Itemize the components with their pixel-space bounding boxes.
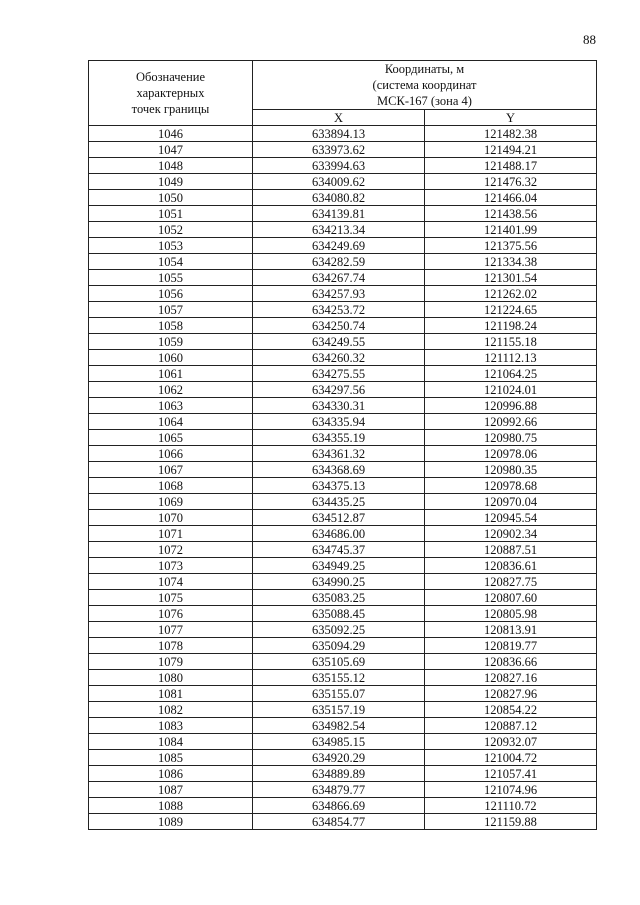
y-coordinate-cell: 120805.98 <box>425 606 597 622</box>
point-id-cell: 1088 <box>89 798 253 814</box>
point-label-line: Обозначение <box>135 70 206 84</box>
point-id-cell: 1054 <box>89 254 253 270</box>
point-id-cell: 1053 <box>89 238 253 254</box>
table-row <box>89 270 597 286</box>
table-row <box>89 462 597 478</box>
y-coordinate-cell: 121024.01 <box>425 382 597 398</box>
table-body <box>89 126 597 830</box>
table-row <box>89 638 597 654</box>
table-row <box>89 510 597 526</box>
x-coordinate-cell: 635088.45 <box>253 606 425 622</box>
table-row <box>89 318 597 334</box>
table-row <box>89 686 597 702</box>
table-row <box>89 542 597 558</box>
table-row <box>89 494 597 510</box>
point-id-cell: 1066 <box>89 446 253 462</box>
y-coordinate-cell: 120978.06 <box>425 446 597 462</box>
x-coordinate-cell: 634889.89 <box>253 766 425 782</box>
y-coordinate-cell: 120836.61 <box>425 558 597 574</box>
x-coordinate-cell: 634009.62 <box>253 174 425 190</box>
x-coordinate-cell: 633973.62 <box>253 142 425 158</box>
point-id-cell: 1065 <box>89 430 253 446</box>
point-id-cell: 1071 <box>89 526 253 542</box>
y-coordinate-cell: 121375.56 <box>425 238 597 254</box>
y-coordinate-cell: 121224.65 <box>425 302 597 318</box>
table-row <box>89 654 597 670</box>
table-row <box>89 238 597 254</box>
x-coordinate-cell: 635105.69 <box>253 654 425 670</box>
point-id-cell: 1059 <box>89 334 253 350</box>
table-row <box>89 142 597 158</box>
point-id-cell: 1052 <box>89 222 253 238</box>
coords-title-line: Координаты, м <box>384 62 465 76</box>
y-coordinate-cell: 121159.88 <box>425 814 597 830</box>
y-coordinate-cell: 120970.04 <box>425 494 597 510</box>
point-id-cell: 1089 <box>89 814 253 830</box>
x-coordinate-cell: 633894.13 <box>253 126 425 142</box>
y-coordinate-cell: 120945.54 <box>425 510 597 526</box>
x-coordinate-cell: 634267.74 <box>253 270 425 286</box>
x-coordinate-cell: 635155.07 <box>253 686 425 702</box>
x-coordinate-cell: 635092.25 <box>253 622 425 638</box>
y-coordinate-cell: 121488.17 <box>425 158 597 174</box>
x-coordinate-cell: 635083.25 <box>253 590 425 606</box>
x-coordinate-cell: 634879.77 <box>253 782 425 798</box>
table-row <box>89 366 597 382</box>
y-coordinate-cell: 121482.38 <box>425 126 597 142</box>
point-id-cell: 1061 <box>89 366 253 382</box>
y-coordinate-cell: 120887.12 <box>425 718 597 734</box>
point-label-line: точек границы <box>131 102 210 116</box>
table-row <box>89 446 597 462</box>
x-coordinate-cell: 635157.19 <box>253 702 425 718</box>
x-coordinate-cell: 634139.81 <box>253 206 425 222</box>
table-row <box>89 718 597 734</box>
y-coordinate-cell: 121301.54 <box>425 270 597 286</box>
y-coordinate-cell: 120854.22 <box>425 702 597 718</box>
y-coordinate-cell: 120836.66 <box>425 654 597 670</box>
x-coordinate-cell: 634512.87 <box>253 510 425 526</box>
table-row <box>89 398 597 414</box>
table-row <box>89 622 597 638</box>
coords-title-header <box>253 61 597 110</box>
table-row <box>89 206 597 222</box>
point-id-cell: 1055 <box>89 270 253 286</box>
table-header <box>89 61 597 126</box>
y-coordinate-cell: 121110.72 <box>425 798 597 814</box>
x-coordinate-cell: 634282.59 <box>253 254 425 270</box>
y-coordinate-cell: 121074.96 <box>425 782 597 798</box>
coords-title-line: (система координат <box>372 78 477 92</box>
table-row <box>89 814 597 830</box>
point-id-cell: 1087 <box>89 782 253 798</box>
page-number: 88 <box>583 32 596 47</box>
table-row <box>89 782 597 798</box>
x-coordinate-cell: 634250.74 <box>253 318 425 334</box>
point-id-cell: 1085 <box>89 750 253 766</box>
table-row <box>89 414 597 430</box>
x-coordinate-cell: 634854.77 <box>253 814 425 830</box>
y-coordinate-cell: 120978.68 <box>425 478 597 494</box>
table-row <box>89 222 597 238</box>
point-id-cell: 1068 <box>89 478 253 494</box>
y-coordinate-cell: 121198.24 <box>425 318 597 334</box>
point-id-cell: 1076 <box>89 606 253 622</box>
y-coordinate-cell: 120827.16 <box>425 670 597 686</box>
x-coordinate-cell: 634275.55 <box>253 366 425 382</box>
x-coordinate-cell: 634253.72 <box>253 302 425 318</box>
y-coordinate-cell: 121438.56 <box>425 206 597 222</box>
point-id-cell: 1086 <box>89 766 253 782</box>
table-row <box>89 606 597 622</box>
y-coordinate-cell: 120902.34 <box>425 526 597 542</box>
point-id-cell: 1070 <box>89 510 253 526</box>
y-coordinate-cell: 121494.21 <box>425 142 597 158</box>
x-coordinate-cell: 634260.32 <box>253 350 425 366</box>
point-id-cell: 1081 <box>89 686 253 702</box>
x-coordinate-cell: 634686.00 <box>253 526 425 542</box>
y-coordinate-cell: 120807.60 <box>425 590 597 606</box>
x-coordinate-cell: 634249.69 <box>253 238 425 254</box>
table-row <box>89 558 597 574</box>
point-id-cell: 1060 <box>89 350 253 366</box>
table-row <box>89 798 597 814</box>
table-row <box>89 302 597 318</box>
y-coordinate-cell: 121155.18 <box>425 334 597 350</box>
x-coordinate-cell: 634213.34 <box>253 222 425 238</box>
x-coordinate-cell: 634257.93 <box>253 286 425 302</box>
table-row <box>89 174 597 190</box>
point-id-cell: 1064 <box>89 414 253 430</box>
x-coordinate-cell: 634985.15 <box>253 734 425 750</box>
y-coordinate-cell: 120827.75 <box>425 574 597 590</box>
point-id-cell: 1072 <box>89 542 253 558</box>
table-row <box>89 526 597 542</box>
point-id-cell: 1079 <box>89 654 253 670</box>
x-coordinate-cell: 634375.13 <box>253 478 425 494</box>
y-coordinate-cell: 121262.02 <box>425 286 597 302</box>
point-id-cell: 1083 <box>89 718 253 734</box>
y-coordinate-cell: 120980.35 <box>425 462 597 478</box>
table-row <box>89 734 597 750</box>
point-id-cell: 1056 <box>89 286 253 302</box>
point-id-cell: 1051 <box>89 206 253 222</box>
point-id-cell: 1046 <box>89 126 253 142</box>
point-id-cell: 1077 <box>89 622 253 638</box>
table-row <box>89 670 597 686</box>
point-id-cell: 1058 <box>89 318 253 334</box>
table-row <box>89 382 597 398</box>
point-id-cell: 1073 <box>89 558 253 574</box>
table-row <box>89 158 597 174</box>
x-coordinate-cell: 634368.69 <box>253 462 425 478</box>
x-coordinate-cell: 634330.31 <box>253 398 425 414</box>
table-row <box>89 334 597 350</box>
x-coordinate-cell: 634920.29 <box>253 750 425 766</box>
point-id-cell: 1078 <box>89 638 253 654</box>
coordinates-table <box>88 60 597 830</box>
table-row <box>89 702 597 718</box>
x-coordinate-cell: 633994.63 <box>253 158 425 174</box>
x-coordinate-cell: 634435.25 <box>253 494 425 510</box>
point-id-cell: 1067 <box>89 462 253 478</box>
x-coordinate-cell: 635094.29 <box>253 638 425 654</box>
table-row <box>89 350 597 366</box>
table-row <box>89 750 597 766</box>
point-id-cell: 1069 <box>89 494 253 510</box>
point-id-cell: 1074 <box>89 574 253 590</box>
x-coordinate-cell: 634982.54 <box>253 718 425 734</box>
table-row <box>89 590 597 606</box>
point-id-cell: 1049 <box>89 174 253 190</box>
y-coordinate-cell: 121004.72 <box>425 750 597 766</box>
table-row <box>89 254 597 270</box>
point-id-cell: 1075 <box>89 590 253 606</box>
x-coordinate-cell: 634297.56 <box>253 382 425 398</box>
point-id-cell: 1080 <box>89 670 253 686</box>
x-coordinate-cell: 634949.25 <box>253 558 425 574</box>
point-id-cell: 1063 <box>89 398 253 414</box>
table-row <box>89 286 597 302</box>
table-row <box>89 766 597 782</box>
coords-title-line: МСК-167 (зона 4) <box>377 94 472 108</box>
x-coordinate-cell: 634990.25 <box>253 574 425 590</box>
y-coordinate-cell: 120932.07 <box>425 734 597 750</box>
x-coordinate-cell: 634745.37 <box>253 542 425 558</box>
x-coordinate-cell: 634361.32 <box>253 446 425 462</box>
point-id-cell: 1057 <box>89 302 253 318</box>
x-coordinate-cell: 634080.82 <box>253 190 425 206</box>
y-coordinate-cell: 121057.41 <box>425 766 597 782</box>
point-id-cell: 1084 <box>89 734 253 750</box>
x-coordinate-cell: 634866.69 <box>253 798 425 814</box>
y-coordinate-cell: 120980.75 <box>425 430 597 446</box>
x-coordinate-cell: 635155.12 <box>253 670 425 686</box>
y-coordinate-cell: 121064.25 <box>425 366 597 382</box>
y-coordinate-cell: 121334.38 <box>425 254 597 270</box>
table-row <box>89 574 597 590</box>
y-coordinate-cell: 120887.51 <box>425 542 597 558</box>
table-row <box>89 190 597 206</box>
y-coordinate-cell: 120819.77 <box>425 638 597 654</box>
y-coordinate-cell: 121112.13 <box>425 350 597 366</box>
y-coordinate-cell: 120996.88 <box>425 398 597 414</box>
x-coordinate-cell: 634249.55 <box>253 334 425 350</box>
x-coordinate-cell: 634355.19 <box>253 430 425 446</box>
point-id-cell: 1050 <box>89 190 253 206</box>
point-id-cell: 1082 <box>89 702 253 718</box>
point-label-header <box>89 61 253 126</box>
y-coordinate-cell: 120992.66 <box>425 414 597 430</box>
x-coordinate-cell: 634335.94 <box>253 414 425 430</box>
table-row <box>89 430 597 446</box>
table-row <box>89 126 597 142</box>
y-coordinate-cell: 120827.96 <box>425 686 597 702</box>
y-coordinate-cell: 121466.04 <box>425 190 597 206</box>
table-row <box>89 478 597 494</box>
point-id-cell: 1062 <box>89 382 253 398</box>
y-coordinate-cell: 120813.91 <box>425 622 597 638</box>
point-id-cell: 1048 <box>89 158 253 174</box>
point-id-cell: 1047 <box>89 142 253 158</box>
y-coordinate-cell: 121401.99 <box>425 222 597 238</box>
x-column-header: X <box>253 110 425 126</box>
point-label-line: характерных <box>136 86 205 100</box>
y-column-header: Y <box>425 110 597 126</box>
y-coordinate-cell: 121476.32 <box>425 174 597 190</box>
